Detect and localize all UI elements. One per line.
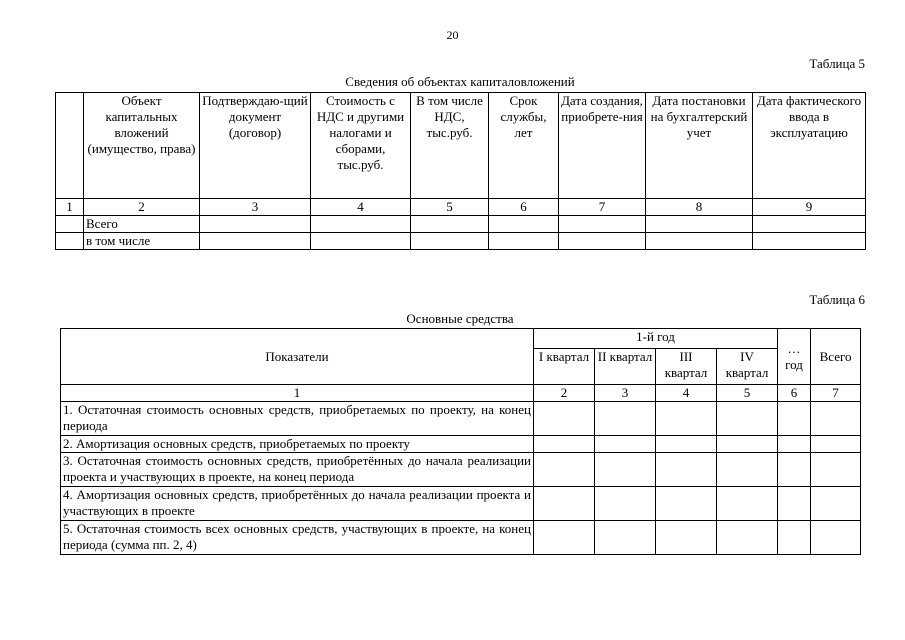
table6-total-header: Всего	[811, 329, 861, 385]
table6-header-row	[61, 329, 861, 349]
table5-header-cell: Дата фактического ввода в эксплуатацию	[753, 93, 866, 199]
table5-row-label: в том числе	[84, 233, 200, 250]
table-row	[61, 402, 861, 436]
page-number: 20	[446, 28, 459, 42]
table5-header-cell: Дата создания, приобрете-ния	[559, 93, 646, 199]
table5-label: Таблица 5	[809, 56, 865, 71]
table6-indicators-header: Показатели	[61, 329, 534, 385]
table5-number-cell: 3	[200, 199, 311, 216]
table5-header-cell: Дата постановки на бухгалтерский учет	[646, 93, 753, 199]
table6-number-cell: 5	[717, 385, 778, 402]
table5-header-cell: Срок службы, лет	[489, 93, 559, 199]
table5-header-cell: Стоимость с НДС и другими налогами и сборами, тыс.руб.	[311, 93, 411, 199]
table6-number-cell: 4	[656, 385, 717, 402]
table5-header-cell	[56, 93, 84, 199]
table-row	[61, 487, 861, 521]
table6-row-label: 2. Амортизация основных средств, приобретаемых по проекту	[61, 436, 534, 453]
table5-number-cell: 4	[311, 199, 411, 216]
table6-number-cell: 7	[811, 385, 861, 402]
table6-label: Таблица 6	[809, 292, 865, 307]
table5-row-label: Всего	[84, 216, 200, 233]
table6-row-label: 4. Амортизация основных средств, приобретённых до начала реализации проекта и участвующих в проекте	[61, 487, 534, 521]
table6-number-cell: 2	[534, 385, 595, 402]
table5-header-cell: Объект капитальных вложений (имущество, права)	[84, 93, 200, 199]
table5-number-row	[56, 199, 866, 216]
table6-row-label: 1. Остаточная стоимость основных средств, приобретаемых по проекту, на конец периода	[61, 402, 534, 436]
table6-quarter-cell: IV квартал	[717, 349, 778, 385]
table6-number-cell: 1	[61, 385, 534, 402]
table5-number-cell: 2	[84, 199, 200, 216]
table6-title: Основные средства	[406, 311, 514, 326]
table6-number-row	[61, 385, 861, 402]
table5-number-cell: 8	[646, 199, 753, 216]
table5-header-cell: Подтверждаю-щий документ (договор)	[200, 93, 311, 199]
table5-title: Сведения об объектах капиталовложений	[345, 74, 575, 89]
table5-number-cell: 6	[489, 199, 559, 216]
table5-header-row	[56, 93, 866, 199]
table6-row-label: 3. Остаточная стоимость основных средств, приобретённых до начала реализации проекта и участвующих в проекте, на конец периода	[61, 453, 534, 487]
table5-number-cell: 5	[411, 199, 489, 216]
table-row	[56, 216, 866, 233]
table-row	[56, 233, 866, 250]
table6-number-cell: 3	[595, 385, 656, 402]
table5	[55, 92, 866, 250]
table6-dots-year-header: … год	[778, 329, 811, 385]
table5-number-cell: 1	[56, 199, 84, 216]
table-row	[61, 453, 861, 487]
table6-quarter-cell: I квартал	[534, 349, 595, 385]
table6-row-label: 5. Остаточная стоимость всех основных средств, участвующих в проекте, на конец периода (сумма пп. 2, 4)	[61, 521, 534, 555]
table-row	[61, 521, 861, 555]
table6-year-header: 1-й год	[534, 329, 778, 349]
table6-number-cell: 6	[778, 385, 811, 402]
table5-number-cell: 7	[559, 199, 646, 216]
table6	[60, 328, 861, 555]
table5-header-cell: В том числе НДС, тыс.руб.	[411, 93, 489, 199]
table5-number-cell: 9	[753, 199, 866, 216]
table6-quarter-cell: III квартал	[656, 349, 717, 385]
table-row	[61, 436, 861, 453]
table6-quarter-cell: II квартал	[595, 349, 656, 385]
